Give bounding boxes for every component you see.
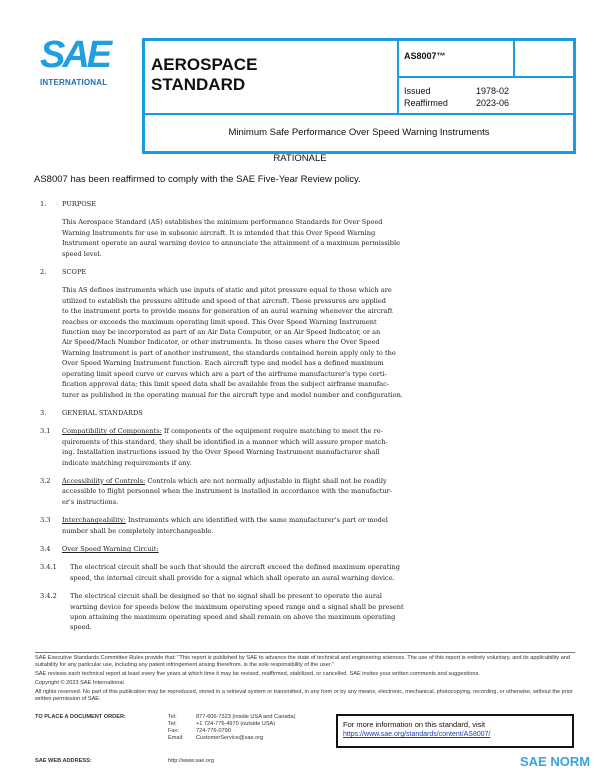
section-heading [40, 199, 490, 209]
paragraph-line: number shall be completely interchangeable. [62, 526, 214, 535]
doc-type-line2: STANDARD [151, 75, 246, 94]
doc-number-cell [398, 40, 514, 77]
paragraph-line: reaches or exceeds the maximum operating limit speed. This Over Speed Warning Instrument [62, 317, 377, 326]
subsection [40, 544, 490, 554]
paragraph-line: indicate matching requirements if any. [62, 458, 192, 467]
paragraph-line: If components of the equipment require matching to meet the re- [163, 427, 383, 436]
subsection-title: Over Speed Warning Circuit: [62, 544, 159, 553]
contact-row [168, 721, 296, 728]
paragraph-line: function may be incorporated as part of an Air Data Computer, or an Air Speed Indicator, or an [62, 328, 381, 337]
subsection-number: 3.2 [40, 476, 51, 485]
contact-value: +1 724-776-4970 (outside USA) [196, 721, 276, 727]
subsection [40, 515, 490, 536]
paragraph-line: Air Speed/Mach Number Indicator, or other instruments. In those cases where the Over Speed [62, 338, 380, 347]
web-address[interactable]: http://www.sae.org [168, 758, 215, 764]
subsection [40, 476, 490, 507]
subsection-number: 3.4 [40, 544, 51, 553]
contact-value: CustomerService@sae.org [196, 735, 264, 741]
footer-review: SAE reviews each technical report at least every five years at which time it may be revised, reaffirmed, stabilized, or cancelled. SAE invites your written comments and suggestions. [35, 671, 480, 677]
paragraph-line: Warning Instruments for use in subsonic aircraft. It is intended that this Over Speed Warning [62, 228, 376, 237]
reaffirmed-date: 2023-06 [476, 98, 510, 108]
section-heading [40, 408, 490, 418]
paragraph-line: utilized to establish the pressure altitude and speed of that aircraft. These pressures are applied [62, 296, 387, 305]
contact-label: Fax: [168, 728, 179, 734]
watermark: SAE NORM [520, 754, 591, 769]
paragraph-line: The electrical circuit shall be such that should the aircraft exceed the defined maximum operating [70, 563, 400, 572]
doc-type-cell [144, 40, 398, 114]
info-box [336, 714, 574, 748]
section-number: 1. [40, 200, 47, 208]
subsection-title: Accessibility of Controls: [62, 476, 146, 485]
contact-value: 877-606-7323 (inside USA and Canada) [196, 714, 296, 720]
paragraph-line: speed. [70, 623, 92, 632]
logo-text: SAE [40, 34, 110, 76]
header-box [142, 38, 576, 154]
section-number: 2. [40, 268, 47, 277]
contact-row [168, 735, 296, 742]
contact-row [168, 728, 296, 735]
paragraph-line: Instruments which are identified with the same manufacturer's part or model [127, 516, 388, 525]
footer [35, 655, 575, 703]
paragraph-line: speed level. [62, 249, 102, 258]
footer-rights: All rights reserved. No part of this publication may be reproduced, stored in a retrieval system or transmitted, in any form or by any means, electronic, mechanical, photocopying, recording, or otherwise, without the prior written permission of SAE. [35, 689, 573, 702]
doc-number: AS8007™ [404, 51, 446, 61]
paragraph-line: Instrument operate an aural warning device to annunciate the attainment of a maximum permissible [62, 239, 400, 248]
contact-label: Tel: [168, 714, 177, 720]
paragraph-line: to the instrument ports to provide means for generation of an aural warning whenever the aircraft [62, 307, 393, 316]
subsection [40, 426, 490, 468]
contact-label: Tel: [168, 721, 177, 727]
sae-logo [40, 36, 120, 87]
rationale-text: AS8007 has been reaffirmed to comply with the SAE Five-Year Review policy. [34, 174, 361, 185]
subsection-first-line [40, 426, 490, 436]
paragraph-line: The electrical circuit shall be designed so that no signal shall be present to operate the aural [70, 592, 383, 601]
subsection-first-line [40, 562, 490, 572]
paragraph-line: operating limit speed curve or curves which are a part of the airframe manufacturer's type certi- [62, 369, 387, 378]
paragraph-line: Warning Instrument is part of another instrument, the standards contained herein apply only to the [62, 348, 396, 357]
paragraph-line: speed, the internal circuit shall provide for a signal which shall operate an aural warning device. [70, 573, 395, 582]
paragraph-line: Over Speed Warning Instrument function. Each aircraft type and model has a defined maximum [62, 359, 384, 368]
paragraph-line: fication approval data; this limit speed data shall be available from the subject airframe manufac- [62, 380, 389, 389]
subsection [40, 591, 490, 633]
paragraph-line: This Aerospace Standard (AS) establishes the minimum performance Standards for Over Speed [62, 218, 383, 227]
rationale-heading: RATIONALE [273, 153, 327, 164]
subsection-title: Interchangeability: [62, 516, 126, 525]
doc-title: Minimum Safe Performance Over Speed Warning Instruments [144, 114, 574, 152]
document-body [40, 199, 490, 633]
subsection-number: 3.1 [40, 427, 51, 436]
subsection-first-line [40, 515, 490, 525]
paragraph-line: warning device for speeds below the maximum operating speed range and a signal shall be present [70, 602, 404, 611]
subsection-title: Compatibility of Components: [62, 427, 162, 436]
subsection-number: 3.3 [40, 516, 51, 525]
paragraph-line: This AS defines instruments which use inputs of static and pitot pressure equal to those which are [62, 286, 392, 295]
paragraph-line: quirements of this standard, they shall be identified in a manner which will assure proper match- [62, 437, 388, 446]
section-number: 3. [40, 408, 47, 417]
section-title: GENERAL STANDARDS [62, 408, 143, 417]
reaffirmed-label: Reaffirmed [404, 98, 448, 108]
contact-row [168, 714, 296, 721]
web-label: SAE WEB ADDRESS: [35, 758, 92, 764]
paragraph-line: upon attaining the maximum operating speed and shall remain on above the maximum operating [70, 613, 396, 621]
info-link[interactable]: https://www.sae.org/standards/content/AS8007/ [343, 731, 491, 738]
order-contacts [168, 714, 296, 742]
paragraph-line: accessible to flight personnel when the instrument is installed in accordance with the manufactur- [62, 487, 393, 496]
issued-label: Issued [404, 86, 431, 96]
issued-date: 1978-02 [476, 86, 510, 96]
paragraph-line: Controls which are not normally adjustable in flight shall not be readily [147, 476, 387, 485]
footer-rules: SAE Executive Standards Committee Rules provide that: "This report is published by SAE to advance the state of technical and engineering sciences. The use of this report is entirely voluntary, and its applicability and suitability for any particular use, including any patent infringement arising therefrom, is the sole responsibility of the user." [35, 655, 571, 668]
subsection-number: 3.4.2 [40, 592, 57, 601]
blank-cell [514, 40, 574, 77]
subsection [40, 562, 490, 583]
contact-value: 724-776-0790 [196, 728, 231, 734]
subsection-first-line [40, 544, 490, 554]
paragraph-line: turer as published in the operating manual for the aircraft type and model number and configuration. [62, 390, 403, 399]
section-heading [40, 267, 490, 277]
section-title: SCOPE [62, 268, 87, 277]
subsection-first-line [40, 591, 490, 601]
contact-label: Email: [168, 735, 184, 741]
footer-copyright: Copyright © 2023 SAE International [35, 680, 124, 686]
logo-subtext: INTERNATIONAL [40, 78, 108, 87]
subsection-first-line [40, 476, 490, 486]
paragraph-line: er's instructions. [62, 497, 119, 506]
dates-cell [398, 77, 574, 114]
section-title: PURPOSE [62, 200, 97, 208]
subsection-number: 3.4.1 [40, 563, 57, 572]
info-text: For more information on this standard, visit [343, 720, 486, 729]
doc-type-line1: AEROSPACE [151, 55, 258, 74]
footer-divider [35, 652, 575, 653]
paragraph-line: ing. Installation instructions issued by the Over Speed Warning Instrument manufacturer shall [62, 448, 380, 457]
order-label: TO PLACE A DOCUMENT ORDER: [35, 714, 126, 720]
